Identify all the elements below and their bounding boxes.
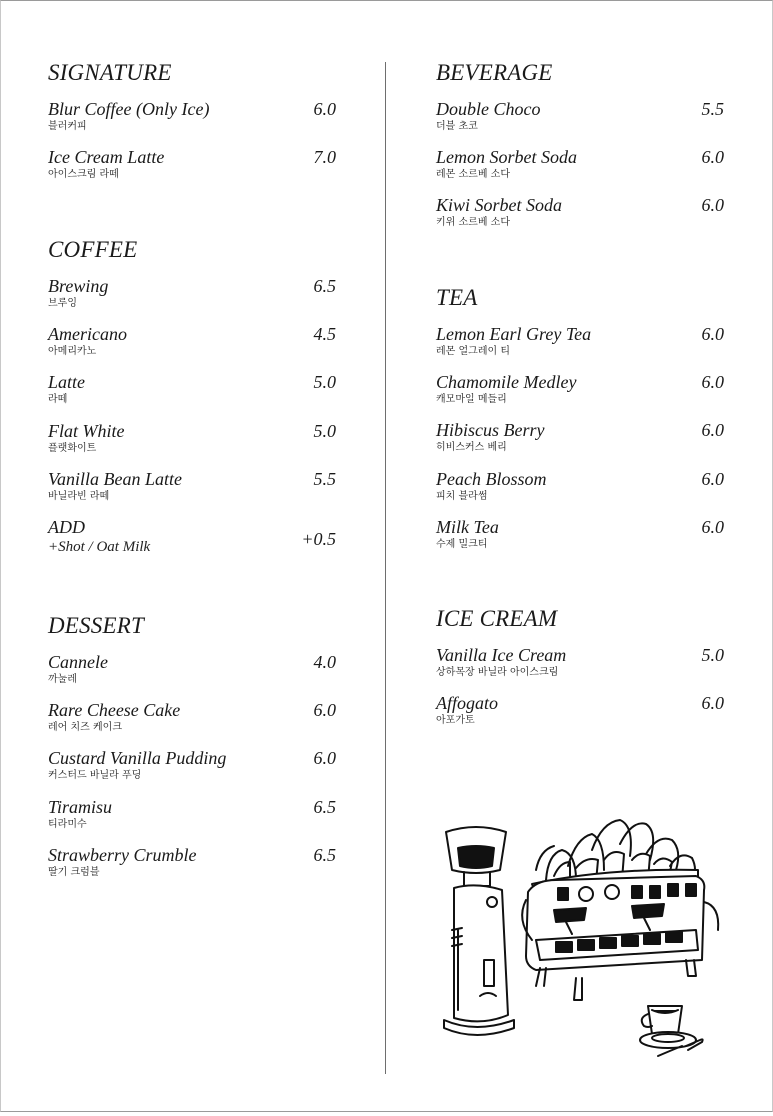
item-price: 7.0 xyxy=(313,147,336,168)
item-korean-name: 라떼 xyxy=(48,394,68,406)
item-price: +0.5 xyxy=(301,528,336,549)
item-name: Americano xyxy=(48,324,127,345)
menu-item-add-on xyxy=(48,516,338,564)
item-price: 6.0 xyxy=(313,700,336,721)
menu-item xyxy=(436,323,726,371)
item-korean-name: 레어 치즈 케이크 xyxy=(48,722,122,734)
item-korean-name: 까눌레 xyxy=(48,674,77,685)
item-name: Lemon Sorbet Soda xyxy=(436,147,577,168)
item-korean-name: 블러커피 xyxy=(48,121,87,132)
menu-item xyxy=(436,194,726,242)
espresso-machine-and-grinder-icon xyxy=(436,810,736,1075)
menu-item xyxy=(436,516,726,564)
item-korean-name: 아메리카노 xyxy=(48,346,97,358)
item-name: Custard Vanilla Pudding xyxy=(48,748,227,769)
item-price: 5.0 xyxy=(313,372,336,393)
item-price: 6.0 xyxy=(701,147,724,168)
menu-item xyxy=(436,644,726,692)
item-price: 6.0 xyxy=(701,420,724,441)
section-title: SIGNATURE xyxy=(48,60,172,85)
menu-item xyxy=(48,468,338,516)
item-name: Rare Cheese Cake xyxy=(48,700,181,721)
item-price: 6.5 xyxy=(313,844,336,865)
item-price: 4.5 xyxy=(313,324,336,345)
item-name: ADD xyxy=(48,516,85,537)
item-korean-name: 브루잉 xyxy=(48,298,77,309)
item-name: Lemon Earl Grey Tea xyxy=(436,324,592,344)
item-name: Ice Cream Latte xyxy=(48,147,165,168)
item-korean-name: 커스터드 바닐라 푸딩 xyxy=(48,770,142,782)
item-price: 6.0 xyxy=(701,195,724,216)
menu-item xyxy=(48,844,338,892)
item-korean-name: 수제 밀크티 xyxy=(436,538,488,550)
item-korean-name: 상하목장 바닐라 아이스크림 xyxy=(436,667,559,678)
item-price: 6.0 xyxy=(701,372,724,393)
item-korean-name: 레몬 소르베 소다 xyxy=(436,169,510,181)
menu-item xyxy=(48,420,338,468)
item-price: 5.5 xyxy=(313,468,336,489)
item-korean-name: 바닐라빈 라떼 xyxy=(48,490,110,502)
item-korean-name: 히비스커스 베리 xyxy=(436,442,507,454)
menu-item xyxy=(48,146,338,194)
item-korean-name: 아포가토 xyxy=(436,715,475,727)
item-korean-name: 키위 소르베 소다 xyxy=(436,217,510,229)
menu-item xyxy=(48,323,338,371)
section-title: COFFEE xyxy=(48,237,138,262)
item-korean-name: 아이스크림 라떼 xyxy=(48,169,119,181)
item-price: 6.0 xyxy=(701,693,724,714)
item-name: Kiwi Sorbet Soda xyxy=(436,195,563,216)
item-price: 6.0 xyxy=(701,324,724,344)
section-signature xyxy=(48,58,338,194)
item-price: 5.0 xyxy=(313,420,336,441)
menu-item xyxy=(48,651,338,699)
section-tea xyxy=(436,283,726,564)
menu-item xyxy=(48,747,338,795)
menu-item xyxy=(48,371,338,419)
menu-item xyxy=(436,371,726,419)
item-korean-name: 레몬 얼그레이 티 xyxy=(436,346,510,357)
menu-item xyxy=(436,692,726,740)
item-name: Affogato xyxy=(436,693,498,714)
section-title: ICE CREAM xyxy=(436,606,558,631)
menu-item xyxy=(436,468,726,516)
item-korean-name: 피치 블라썸 xyxy=(436,490,488,502)
item-price: 5.5 xyxy=(701,99,724,119)
item-name: Blur Coffee (Only Ice) xyxy=(48,99,210,119)
item-name: Cannele xyxy=(48,652,108,672)
menu-item xyxy=(436,98,726,146)
item-name: Milk Tea xyxy=(436,516,499,537)
item-price: 5.0 xyxy=(701,645,724,665)
item-name: Chamomile Medley xyxy=(436,372,577,393)
item-korean-name: 티라미수 xyxy=(48,818,87,830)
item-name: Strawberry Crumble xyxy=(48,844,197,865)
section-title: BEVERAGE xyxy=(436,60,553,85)
menu-item xyxy=(48,699,338,747)
item-name: Peach Blossom xyxy=(436,468,547,489)
item-korean-name: 딸기 크럼블 xyxy=(48,866,100,878)
menu-item xyxy=(436,146,726,194)
item-name: Vanilla Bean Latte xyxy=(48,468,182,489)
item-korean-name: 더블 초코 xyxy=(436,121,478,132)
add-on-options: +Shot / Oat Milk xyxy=(48,538,151,555)
item-name: Vanilla Ice Cream xyxy=(436,645,567,665)
section-dessert xyxy=(48,611,338,892)
item-name: Flat White xyxy=(48,420,125,441)
column-divider xyxy=(385,62,386,1074)
item-price: 6.0 xyxy=(701,516,724,537)
item-korean-name: 플랫화이트 xyxy=(48,442,97,454)
section-title: TEA xyxy=(436,285,478,310)
item-name: Hibiscus Berry xyxy=(436,420,545,441)
menu-item xyxy=(48,796,338,844)
item-korean-name: 캐모마일 메들리 xyxy=(436,394,507,406)
item-price: 6.5 xyxy=(313,796,336,817)
menu-item xyxy=(48,98,338,146)
item-price: 4.0 xyxy=(313,652,336,672)
item-price: 6.0 xyxy=(313,99,336,119)
section-ice-cream xyxy=(436,604,726,740)
menu-item xyxy=(436,419,726,467)
section-coffee xyxy=(48,235,338,564)
item-price: 6.0 xyxy=(313,748,336,769)
section-beverage xyxy=(436,58,726,243)
item-name: Double Choco xyxy=(436,99,541,119)
item-name: Tiramisu xyxy=(48,796,113,817)
menu-item xyxy=(48,275,338,323)
section-title: DESSERT xyxy=(48,613,144,638)
item-name: Brewing xyxy=(48,276,109,296)
item-price: 6.5 xyxy=(313,276,336,296)
item-price: 6.0 xyxy=(701,468,724,489)
item-name: Latte xyxy=(48,372,86,393)
